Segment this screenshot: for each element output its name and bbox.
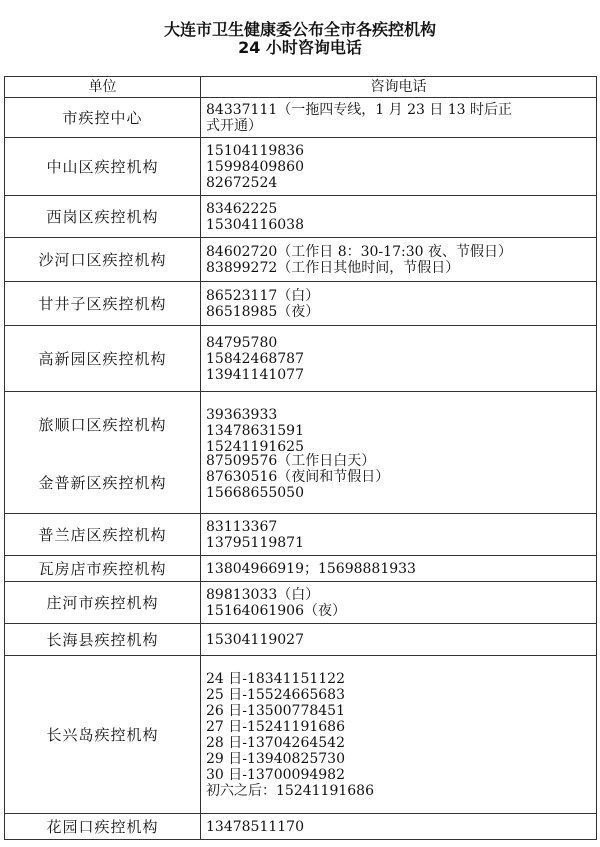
table-row bbox=[5, 556, 597, 582]
phone-line: 83899272（工作日其他时间，节假日） bbox=[206, 259, 460, 276]
phone-line: 26 日-13500778451 bbox=[206, 702, 345, 719]
unit-name: 普兰店区疾控机构 bbox=[5, 514, 201, 556]
unit-name: 高新园区疾控机构 bbox=[5, 326, 201, 392]
phone-line: 15104119836 bbox=[206, 142, 304, 159]
phone-line: 86518985（夜） bbox=[206, 303, 320, 320]
phone-line: 27 日-15241191686 bbox=[206, 718, 345, 735]
phone-cell bbox=[201, 392, 597, 514]
phone-line: 25 日-15524665683 bbox=[206, 686, 345, 703]
phone-cell bbox=[201, 556, 597, 582]
phone-line: 82672524 bbox=[206, 174, 278, 191]
phone-line: 13795119871 bbox=[206, 534, 304, 551]
table-row bbox=[5, 282, 597, 326]
phone-line: 13941141077 bbox=[206, 366, 304, 383]
phone-cell bbox=[201, 624, 597, 656]
phone-line: 15164061906（夜） bbox=[206, 602, 346, 619]
phone-line: 84795780 bbox=[206, 334, 278, 351]
table-header-row bbox=[5, 77, 597, 98]
phone-line: 84602720（工作日 8：30-17:30 夜、节假日） bbox=[206, 243, 512, 260]
table-row bbox=[5, 392, 597, 514]
phone-line: 87509576（工作日白天） bbox=[206, 453, 376, 469]
phone-line: 39363933 bbox=[206, 407, 278, 423]
phone-cell bbox=[201, 282, 597, 326]
table-body bbox=[5, 98, 597, 840]
unit-name: 金普新区疾控机构 bbox=[38, 474, 167, 492]
unit-name: 花园口疾控机构 bbox=[5, 814, 201, 840]
table-row bbox=[5, 814, 597, 840]
phone-line: 83462225 bbox=[206, 200, 278, 217]
unit-name: 旅顺口区疾控机构 bbox=[38, 416, 167, 434]
unit-name: 庄河市疾控机构 bbox=[5, 582, 201, 624]
phone-cell bbox=[201, 656, 597, 814]
unit-name: 长海县疾控机构 bbox=[5, 624, 201, 656]
header-phone: 咨询电话 bbox=[201, 77, 597, 98]
phone-line: 29 日-13940825730 bbox=[206, 750, 345, 767]
table-row bbox=[5, 98, 597, 138]
phone-line: 15998409860 bbox=[206, 158, 304, 175]
phone-cell bbox=[201, 514, 597, 556]
document-title: 大连市卫生健康委公布全市各疾控机构 bbox=[163, 20, 436, 39]
unit-name: 长兴岛疾控机构 bbox=[5, 656, 201, 814]
phone-line: 24 日-18341151122 bbox=[206, 670, 345, 687]
phone-line: 15842468787 bbox=[206, 350, 304, 367]
phone-line: 初六之后：15241191686 bbox=[206, 782, 374, 799]
phone-line: 15304119027 bbox=[206, 631, 304, 648]
phone-line: 89813033（白） bbox=[206, 586, 320, 603]
phone-line: 13804966919；15698881933 bbox=[206, 560, 416, 577]
phone-line: 30 日-13700094982 bbox=[206, 766, 345, 783]
unit-name: 西岗区疾控机构 bbox=[5, 196, 201, 238]
table-row bbox=[5, 238, 597, 282]
phone-line: 15304116038 bbox=[206, 216, 304, 233]
unit-name: 甘井子区疾控机构 bbox=[5, 282, 201, 326]
table-row bbox=[5, 582, 597, 624]
phone-line: 13478511170 bbox=[206, 818, 304, 835]
phone-line: 86523117（白） bbox=[206, 287, 320, 304]
phone-line: 式开通） bbox=[206, 117, 262, 134]
phone-line: 13478631591 bbox=[206, 423, 304, 439]
hotline-table bbox=[4, 76, 597, 840]
phone-cell bbox=[201, 138, 597, 196]
unit-name: 沙河口区疾控机构 bbox=[5, 238, 201, 282]
document-subtitle: 24 小时咨询电话 bbox=[238, 38, 362, 57]
phone-line: 15668655050 bbox=[206, 485, 304, 501]
table-row bbox=[5, 624, 597, 656]
phone-line: 83113367 bbox=[206, 518, 278, 535]
phone-cell bbox=[201, 326, 597, 392]
unit-cell bbox=[5, 392, 201, 514]
phone-cell bbox=[201, 238, 597, 282]
unit-name: 市疾控中心 bbox=[5, 98, 201, 138]
unit-name: 中山区疾控机构 bbox=[5, 138, 201, 196]
phone-line: 28 日-13704264542 bbox=[206, 734, 345, 751]
phone-cell bbox=[201, 582, 597, 624]
phone-cell bbox=[201, 98, 597, 138]
table-row bbox=[5, 514, 597, 556]
phone-line: 15241191625 bbox=[206, 439, 304, 455]
phone-cell bbox=[201, 196, 597, 238]
phone-cell bbox=[201, 814, 597, 840]
phone-line: 87630516（夜间和节假日） bbox=[206, 469, 390, 485]
table-row bbox=[5, 138, 597, 196]
table-row bbox=[5, 196, 597, 238]
table-row bbox=[5, 326, 597, 392]
header-unit: 单位 bbox=[5, 77, 201, 98]
unit-name: 瓦房店市疾控机构 bbox=[5, 556, 201, 582]
table-row bbox=[5, 656, 597, 814]
phone-line: 84337111（一拖四专线，1 月 23 日 13 时后正 bbox=[206, 101, 513, 118]
